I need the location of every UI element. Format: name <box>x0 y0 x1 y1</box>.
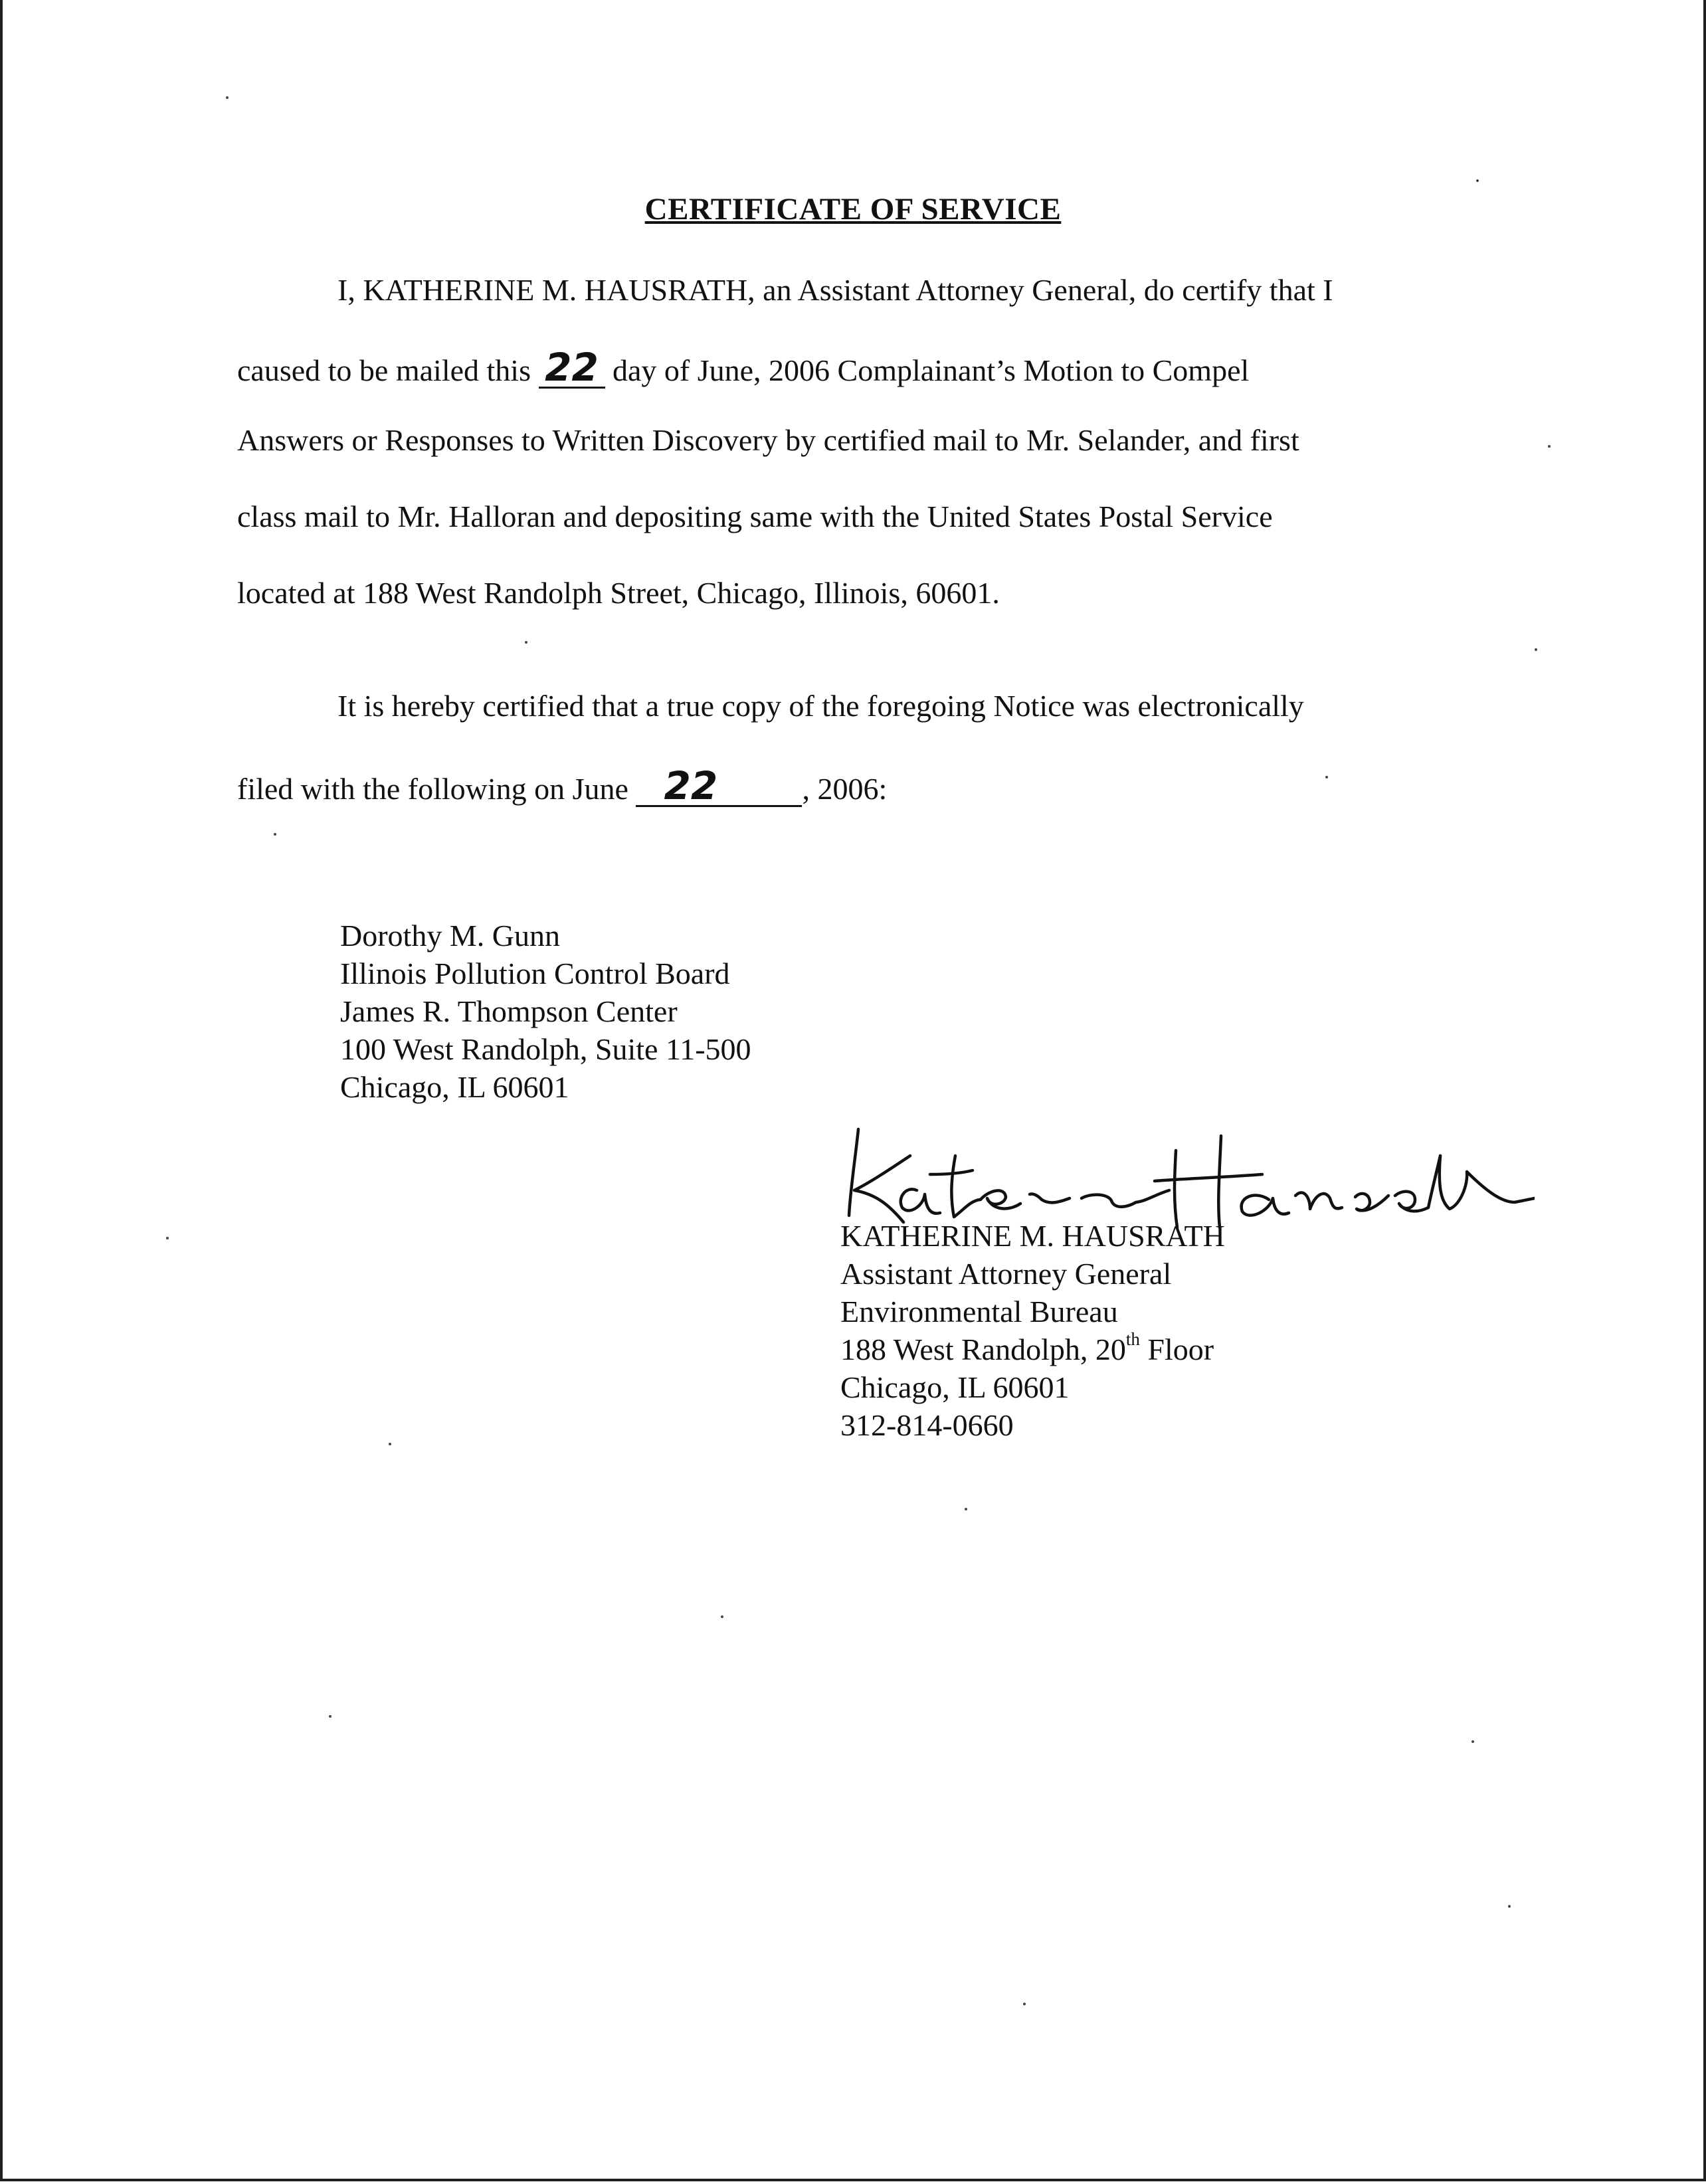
scan-speck <box>389 1443 391 1445</box>
paragraph-2-line-2-start: filed with the following on June <box>237 772 628 806</box>
sender-street: 188 West Randolph, 20th Floor <box>840 1329 1214 1366</box>
paragraph-2-line-1: It is hereby certified that a true copy of the foregoing Notice was electronically <box>337 689 1304 723</box>
sender-phone: 312-814-0660 <box>840 1408 1014 1442</box>
sender-signature-block <box>840 1217 1225 1444</box>
recipient-street: 100 West Randolph, Suite 11-500 <box>340 1032 751 1066</box>
scan-speck <box>166 1237 169 1239</box>
scan-speck <box>1548 445 1551 448</box>
scan-speck <box>226 96 229 99</box>
sender-city: Chicago, IL 60601 <box>840 1370 1070 1404</box>
scan-speck <box>1023 2003 1026 2005</box>
scan-speck <box>721 1615 723 1618</box>
scan-speck <box>329 1715 332 1718</box>
scan-speck <box>274 833 276 836</box>
paragraph-1-line-4: class mail to Mr. Halloran and depositing same with the United States Postal Service <box>237 500 1273 533</box>
sender-title: Assistant Attorney General <box>840 1257 1172 1291</box>
document-title: CERTIFICATE OF SERVICE <box>644 192 1062 227</box>
recipient-building: James R. Thompson Center <box>340 994 678 1028</box>
paragraph-1-line-1: I, KATHERINE M. HAUSRATH, an Assistant Attorney General, do certify that I <box>337 273 1333 307</box>
paragraph-1-line-2 <box>237 345 1250 390</box>
sender-bureau: Environmental Bureau <box>840 1295 1118 1328</box>
scan-speck <box>1476 179 1479 182</box>
paragraph-1-line-2-start: caused to be mailed this <box>237 353 531 387</box>
recipient-name: Dorothy M. Gunn <box>340 919 560 953</box>
recipient-organization: Illinois Pollution Control Board <box>340 956 730 990</box>
filed-day-handwritten: 22 <box>664 763 718 808</box>
paragraph-2-line-2 <box>237 763 888 808</box>
sender-name: KATHERINE M. HAUSRATH <box>840 1219 1225 1253</box>
filed-day-blank <box>636 763 802 808</box>
mail-day-handwritten: 22 <box>545 345 599 390</box>
paragraph-1-line-5: located at 188 West Randolph Street, Chicago, Illinois, 60601. <box>237 576 1000 610</box>
mail-day-blank <box>539 345 605 390</box>
paragraph-1-line-3: Answers or Responses to Written Discovery by certified mail to Mr. Selander, and first <box>237 423 1299 457</box>
scan-speck <box>525 641 527 644</box>
scan-speck <box>1471 1740 1474 1743</box>
scan-speck <box>1535 648 1537 651</box>
scan-speck <box>965 1508 967 1510</box>
paragraph-1-line-2-end: day of June, 2006 Complainant’s Motion to Compel <box>613 353 1250 387</box>
scan-speck <box>1508 1905 1511 1908</box>
paragraph-2-line-2-end: , 2006: <box>802 772 888 806</box>
recipient-city: Chicago, IL 60601 <box>340 1070 569 1104</box>
recipient-address <box>340 917 751 1106</box>
scan-speck <box>1325 776 1328 778</box>
